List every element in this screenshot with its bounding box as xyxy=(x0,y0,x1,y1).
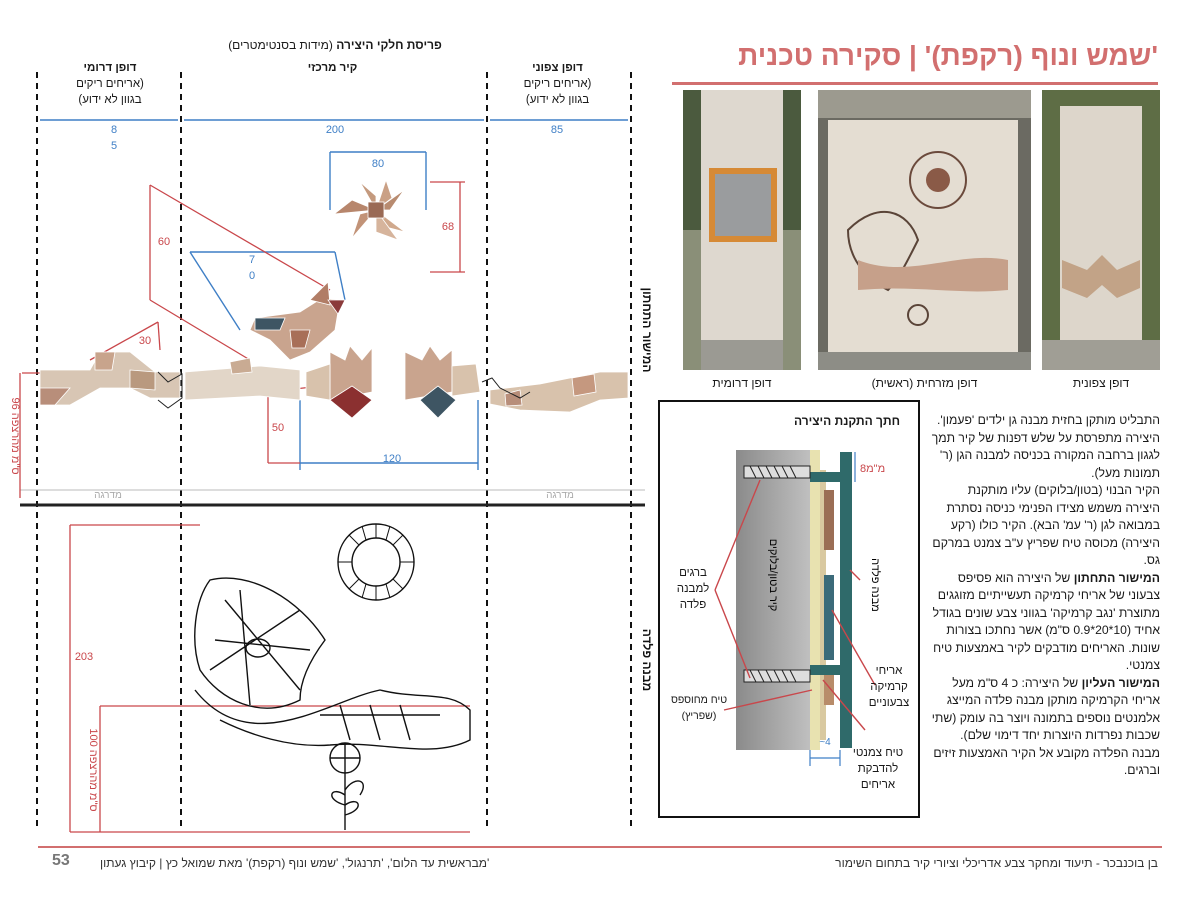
photo-south-wall xyxy=(683,90,801,370)
bird-mosaic xyxy=(250,282,345,360)
label-screws: ברגים למבנה פלדה xyxy=(676,567,710,611)
dim-flower-width: 120 xyxy=(382,453,402,465)
section-title: חתך התקנת היצירה xyxy=(793,414,900,428)
tile-1 xyxy=(824,490,834,550)
description-p4: המישור העליון של היצירה: כ 4 ס"מ מעל אריחי הקרמיקה מותקן מבנה פלדה המייצג אלמנטים נוספים בתמונה ויוצר בה עומק (שתי שכבות נפרדות היוצרות יחד דימוי שלם). מבנה הפלדה מקובע אל הקיר האמצעות זיזים וברגים. xyxy=(931,675,1160,777)
section-dim-4: ~4 xyxy=(819,737,831,748)
step-label-right: מדרגה xyxy=(546,490,574,501)
dim-sun-width: 80 xyxy=(371,158,385,170)
dim-bird-diag: 60 xyxy=(157,236,171,248)
footer-right: בן בוכנבכר - תיעוד ומחקר צבע אדריכלי וציורי קיר בתחום השימור xyxy=(835,856,1158,870)
page-title: 'שמש ונוף (רקפת)' | סקירה טכנית xyxy=(738,40,1158,71)
dim-upper-height: 203 xyxy=(74,651,94,663)
section-dim-8: 8מ"מ xyxy=(860,463,886,475)
north-wall-label: דופן צפוני (אריחים ריקים בגוון לא ידוע) xyxy=(523,62,592,106)
dim-lower-height: 100 ס"מ מהרצפה xyxy=(87,728,99,812)
dim-floor-height: 96 ס"מ מהרצפה xyxy=(9,397,21,475)
flower-mosaic-left xyxy=(306,346,372,418)
caption-east: דופן מזרחית (ראשית) xyxy=(871,376,978,390)
photo-north-wall xyxy=(1042,90,1160,370)
sun-mosaic xyxy=(334,180,405,240)
step-label-left: מדרגה xyxy=(94,490,122,501)
dim-sun-height: 68 xyxy=(441,221,455,233)
steel-bar xyxy=(840,452,852,748)
dim-center: 200 xyxy=(325,124,345,136)
footer-divider xyxy=(38,846,1162,848)
dim-bird-b: 0 xyxy=(248,270,256,282)
steel-sketch xyxy=(195,524,470,830)
center-wall-label: קיר מרכזי xyxy=(307,62,358,74)
title-divider xyxy=(672,82,1158,85)
footer-left: 'מבראשית עד הלום', 'תרנגול', 'שמש ונוף (רקפת)' מאת שמואל כץ | קיבוץ געתון xyxy=(100,856,490,870)
dim-flower-height: 50 xyxy=(271,422,285,434)
section-wall-label: קיר בטון/בלוקים xyxy=(767,538,779,612)
description-p3: המישור התחתון של היצירה הוא פסיפס צבעוני של אריחי קרמיקה תעשייתיים מזוגגים מתוצרת 'נגב קרמיקה' בגווני צבע שונים בגודל אחיד (10*20*0.9 ס"מ) אשר נחתכו בצורות שונות. האריחים מודבקים לקיר באמצעות טיח צמנטי. xyxy=(932,570,1160,672)
description-p1: התבליט מותקן בחזית מבנה גן ילדים 'פעמון'. היצירה מתפרסת על שלש דפנות של קיר תמך לגגון ברחבה המקורה בכניסה למבנה הגן (ר' תמונות מעל). xyxy=(931,413,1160,480)
dim-wave-height: 30 xyxy=(138,335,152,347)
photo-east-wall xyxy=(818,90,1031,370)
section-steel-label: מבנה פלדה xyxy=(869,558,881,612)
label-plaster: טיח מחוספס (שפריץ) xyxy=(670,694,728,722)
flower-mosaic-right xyxy=(405,346,480,418)
dim-north: 85 xyxy=(550,124,564,136)
description-p2: הקיר הבנוי (בטון/בלוקים) עליו מותקנת היצירה משמש מצידו הפנימי כניסה נסתרת במבואה לגן (ר' עמ' הבא). הקיר כולו (רקע היצירה) מכוסה טיח שפריץ ע"ב צמנט במרקם גס. xyxy=(932,483,1160,567)
caption-north: דופן צפונית xyxy=(1072,376,1130,390)
south-wall-label: דופן דרומי (אריחים ריקים בגוון לא ידוע) xyxy=(76,62,144,106)
page-number: 53 xyxy=(52,852,70,869)
dim-south-b: 5 xyxy=(110,140,118,152)
description-text xyxy=(930,412,1160,780)
plaster-layer xyxy=(810,450,820,750)
lower-plane-label: המישור התחתון xyxy=(640,287,654,373)
caption-south: דופן דרומית xyxy=(712,376,772,390)
layout-header: פריסת חלקי היצירה (מידות בסנטימטרים) xyxy=(228,38,442,52)
tile-2 xyxy=(824,575,834,660)
dim-bird-a: 7 xyxy=(248,254,256,266)
dim-south-a: 8 xyxy=(110,124,118,136)
upper-plane-label: מבנה פלדה xyxy=(640,628,654,692)
label-tiles: אריחי קרמיקה צבעוניים xyxy=(868,665,910,709)
label-cement: טיח צמנטי להדבקת אריחים xyxy=(852,747,904,791)
